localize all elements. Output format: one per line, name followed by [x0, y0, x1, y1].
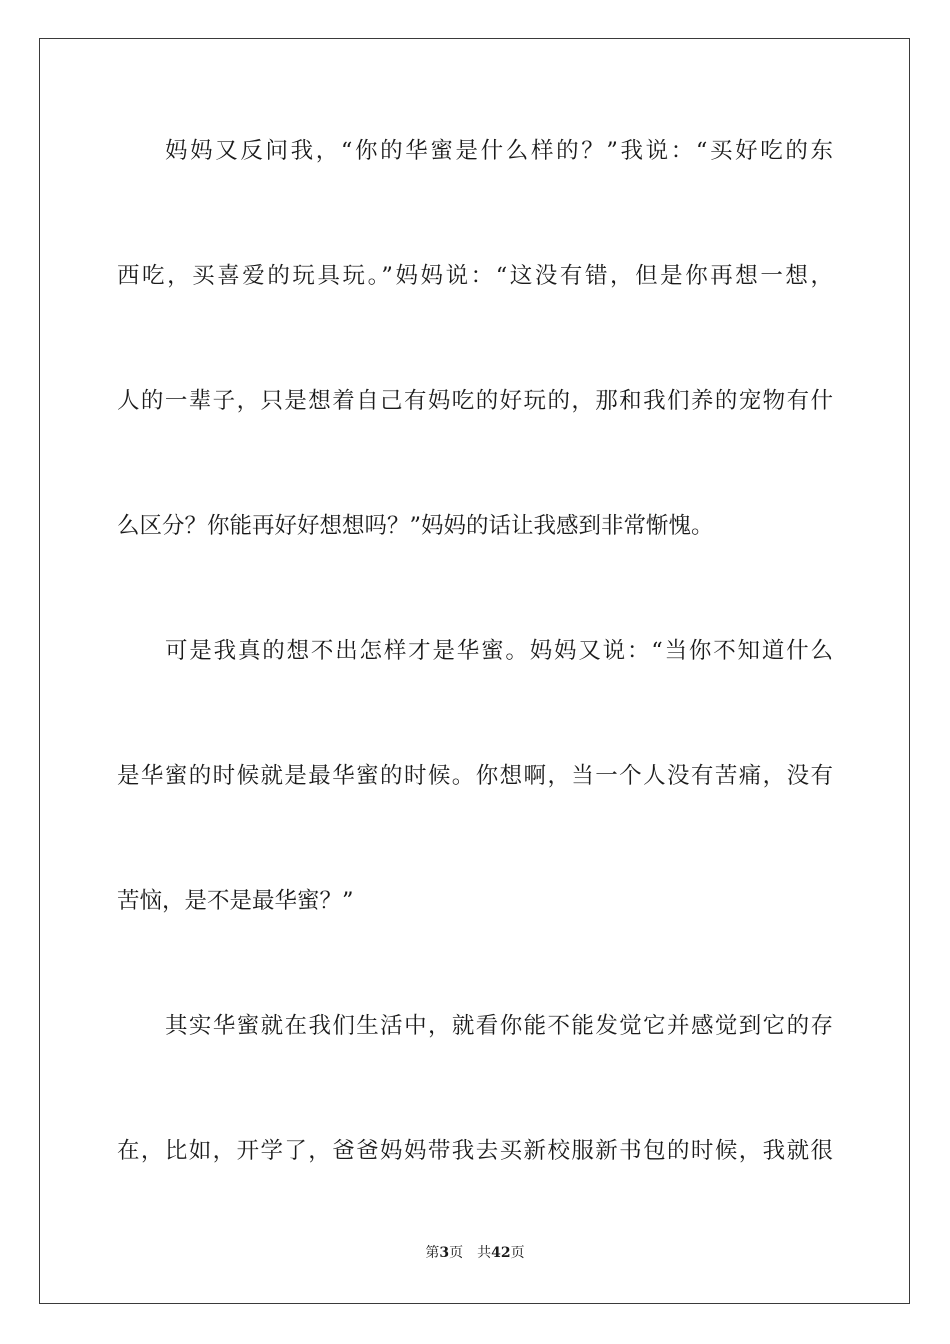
paragraph-2-line-1: 可是我真的想不出怎样才是华蜜。妈妈又说：“当你不知道什么 [165, 638, 833, 664]
page-footer [0, 1242, 950, 1262]
page-border [39, 38, 910, 1304]
total-suffix: 页 [510, 1245, 525, 1261]
paragraph-3-line-1: 其实华蜜就在我们生活中，就看你能不能发觉它并感觉到它的存 [165, 1013, 833, 1039]
page-suffix: 页 [449, 1245, 464, 1261]
paragraph-1-line-2: 西吃，买喜爱的玩具玩。”妈妈说：“这没有错，但是你再想一想， [117, 263, 833, 289]
page-number: 3 [439, 1245, 450, 1261]
paragraph-2-line-2: 是华蜜的时候就是最华蜜的时候。你想啊，当一个人没有苦痛，没有 [117, 763, 833, 789]
paragraph-1-line-4: 么区分？你能再好好想想吗？”妈妈的话让我感到非常惭愧。 [117, 513, 714, 539]
page-prefix: 第 [425, 1245, 440, 1261]
paragraph-2-line-3: 苦恼，是不是最华蜜？” [117, 888, 354, 914]
paragraph-1-line-3: 人的一辈子，只是想着自己有妈吃的好玩的，那和我们养的宠物有什 [117, 388, 833, 414]
paragraph-1-line-1: 妈妈又反问我，“你的华蜜是什么样的？”我说：“买好吃的东 [165, 138, 833, 164]
total-pages: 42 [491, 1245, 511, 1261]
paragraph-3-line-2: 在，比如，开学了，爸爸妈妈带我去买新校服新书包的时候，我就很 [117, 1138, 833, 1164]
total-prefix: 共 [477, 1245, 492, 1261]
